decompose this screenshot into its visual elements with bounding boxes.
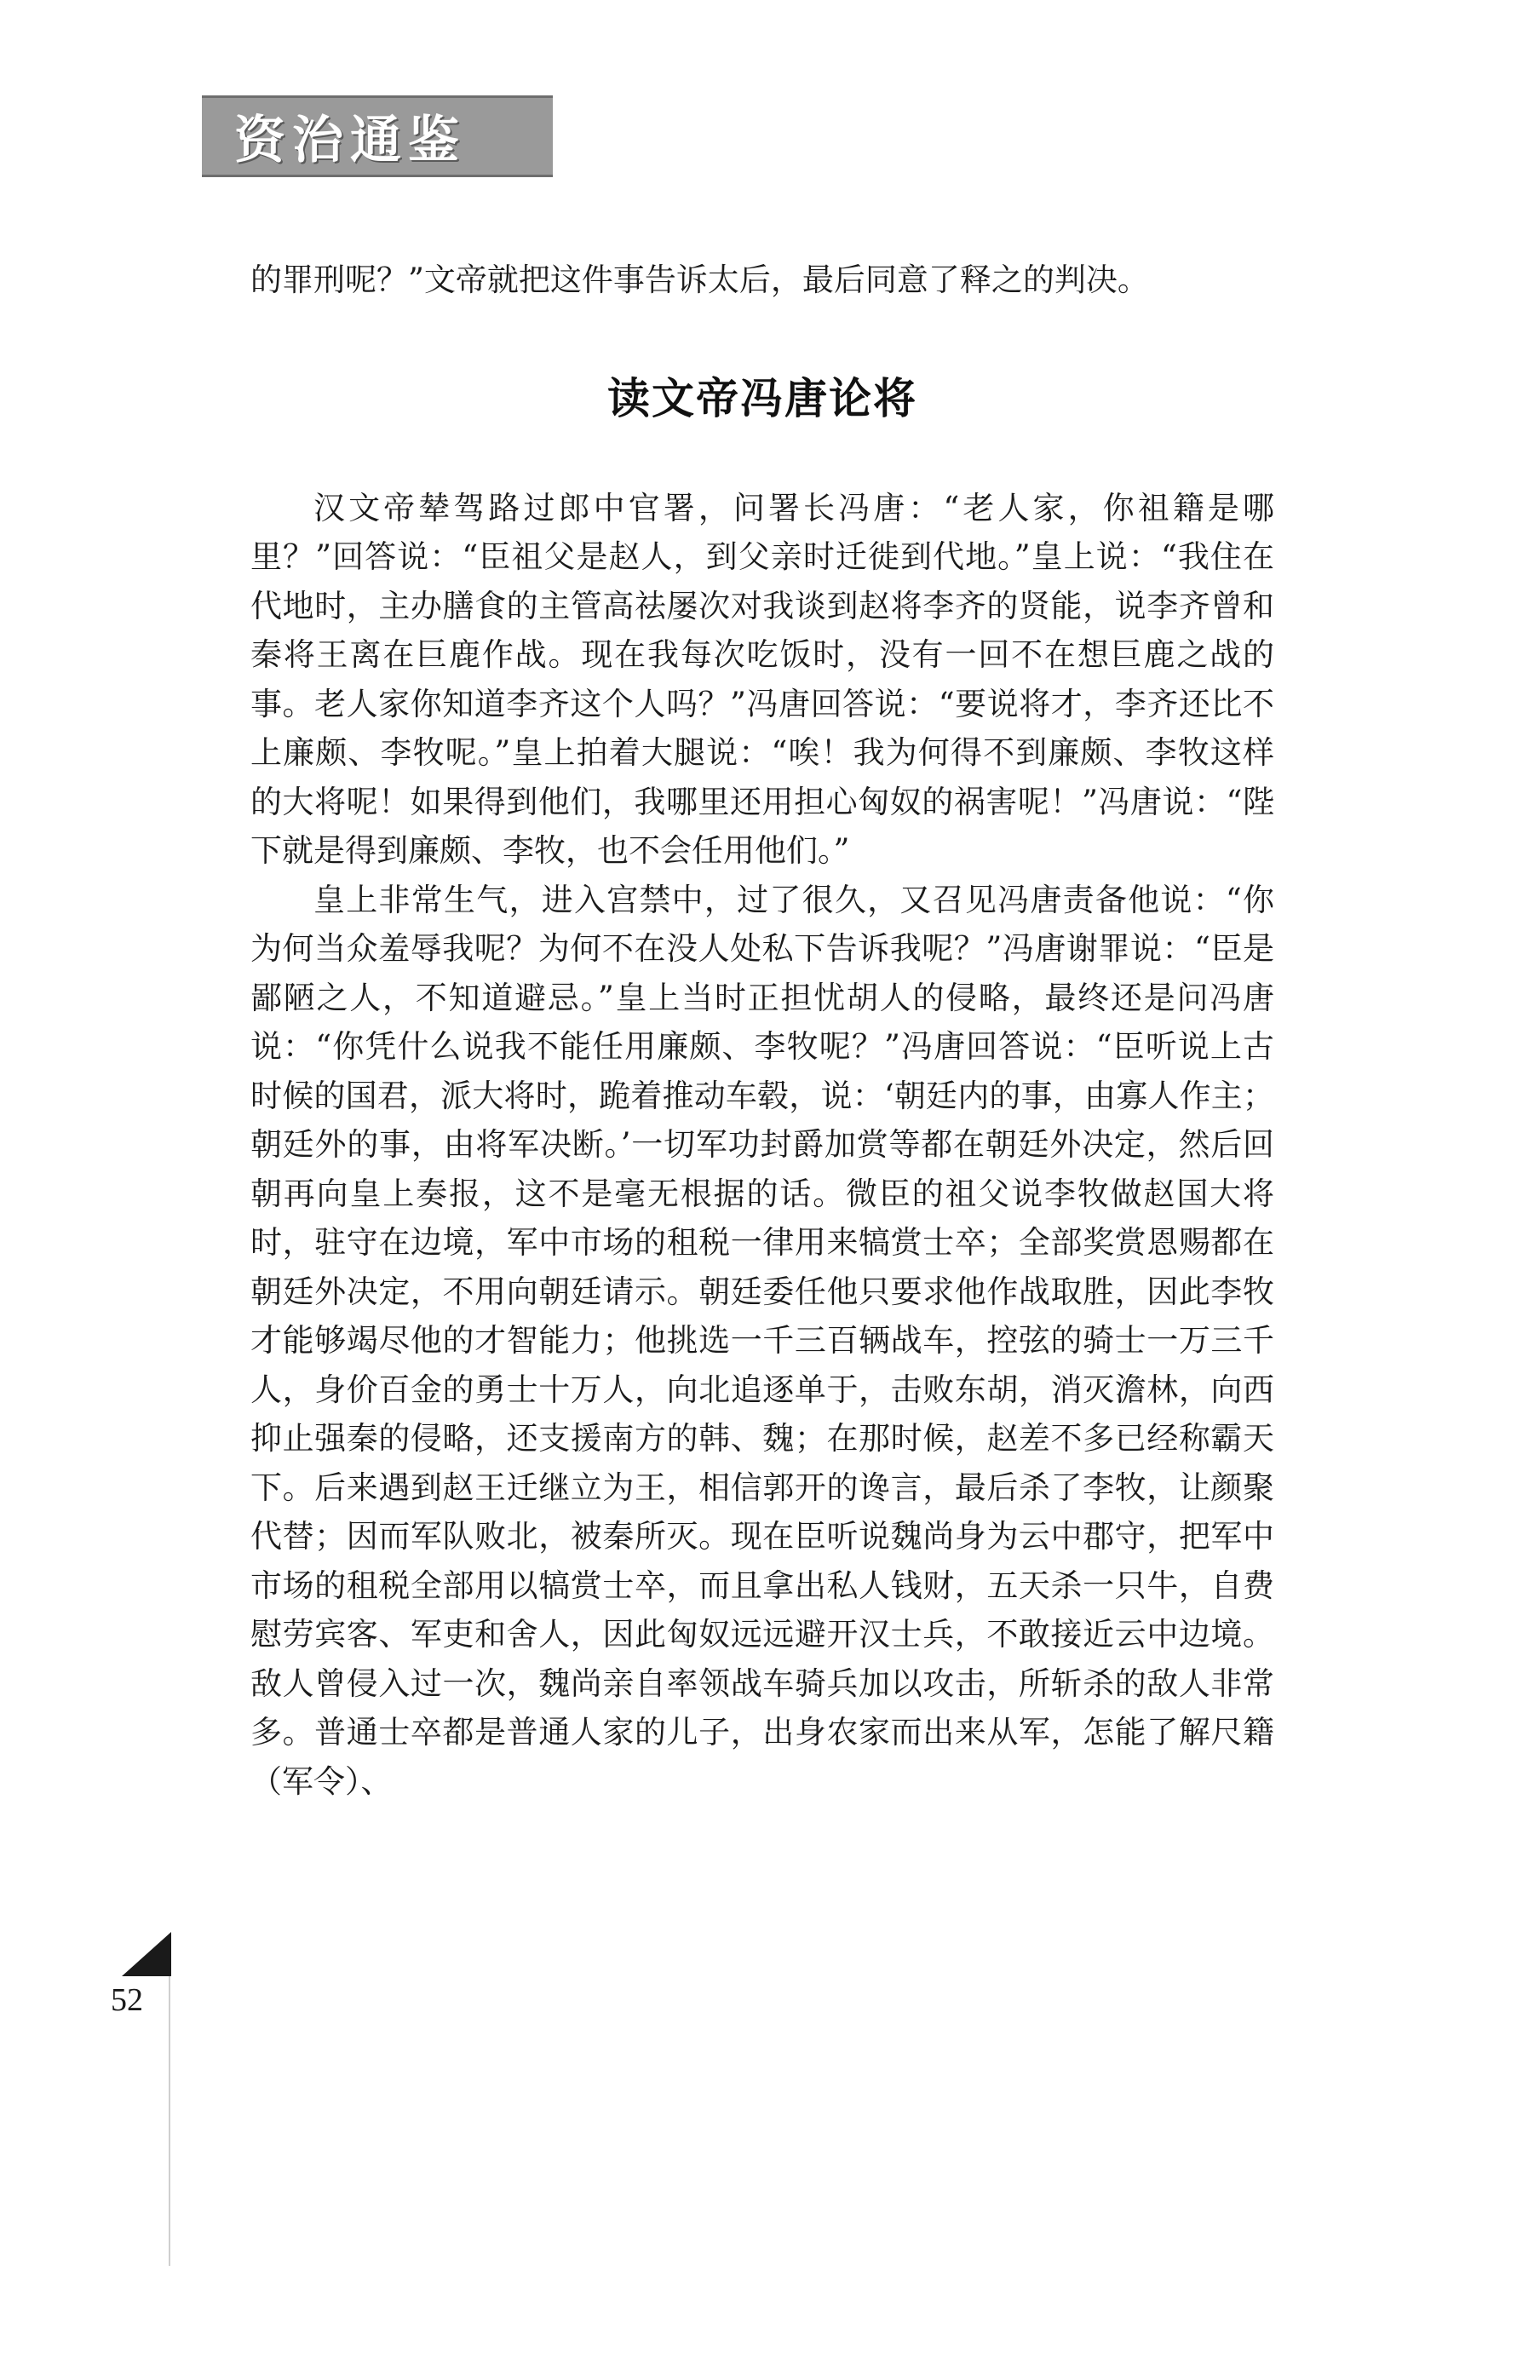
margin-rule xyxy=(169,1934,170,2266)
page-corner-mark xyxy=(122,1932,171,1976)
carryover-paragraph: 的罪刑呢？”文帝就把这件事告诉太后，最后同意了释之的判决。 xyxy=(250,262,1149,298)
page-number: 52 xyxy=(111,1982,143,2018)
body-paragraph-2: 皇上非常生气，进入宫禁中，过了很久，又召见冯唐责备他说：“你为何当众羞辱我呢？为何不在没人处私下告诉我呢？”冯唐谢罪说：“臣是鄙陋之人，不知道避忌。”皇上当时正担忧胡人的侵略，最终还是问冯唐说：“你凭什么说我不能任用廉颇、李牧呢？”冯唐回答说：“臣听说上古时候的国君，派大将时，跪着推动车毂，说：‘朝廷内的事，由寡人作主；朝廷外的事，由将军决断。’一切军功封爵加赏等都在朝廷外决定，然后回朝再向皇上奏报，这不是毫无根据的话。微臣的祖父说李牧做赵国大将时，驻守在边境，军中市场的租税一律用来犒赏士卒；全部奖赏恩赐都在朝廷外决定，不用向朝廷请示。朝廷委任他只要求他作战取胜，因此李牧才能够竭尽他的才智能力；他挑选一千三百辆战车，控弦的骑士一万三千人，身价百金的勇士十万人，向北追逐单于，击败东胡，消灭澹林，向西抑止强秦的侵略，还支援南方的韩、魏；在那时候，赵差不多已经称霸天下。后来遇到赵王迁继立为王，相信郭开的谗言，最后杀了李牧，让颜聚代替；因而军队败北，被秦所灭。现在臣听说魏尚身为云中郡守，把军中市场的租税全部用以犒赏士卒，而且拿出私人钱财，五天杀一只牛，自费慰劳宾客、军吏和舍人，因此匈奴远远避开汉士兵，不敢接近云中边境。敌人曾侵入过一次，魏尚亲自率领战车骑兵加以攻击，所斩杀的敌人非常多。普通士卒都是普通人家的儿子，出身农家而出来从军，怎能了解尺籍（军令）、 xyxy=(250,881,1274,1800)
book-title: 资治通鉴 xyxy=(234,111,466,170)
body-paragraph-1: 汉文帝辇驾路过郎中官署，问署长冯唐：“老人家，你祖籍是哪里？”回答说：“臣祖父是赵人，到父亲时迁徙到代地。”皇上说：“我住在代地时，主办膳食的主管高祛屡次对我谈到赵将李齐的贤能，说李齐曾和秦将王离在巨鹿作战。现在我每次吃饭时，没有一回不在想巨鹿之战的事。老人家你知道李齐这个人吗？”冯唐回答说：“要说将才，李齐还比不上廉颇、李牧呢。”皇上拍着大腿说：“唉！我为何得不到廉颇、李牧这样的大将呢！如果得到他们，我哪里还用担心匈奴的祸害呢！”冯唐说：“陛下就是得到廉颇、李牧，也不会任用他们。” xyxy=(250,489,1274,869)
page-body xyxy=(250,256,1274,1806)
section-title: 读文帝冯唐论将 xyxy=(607,373,917,423)
book-title-banner xyxy=(202,95,553,177)
